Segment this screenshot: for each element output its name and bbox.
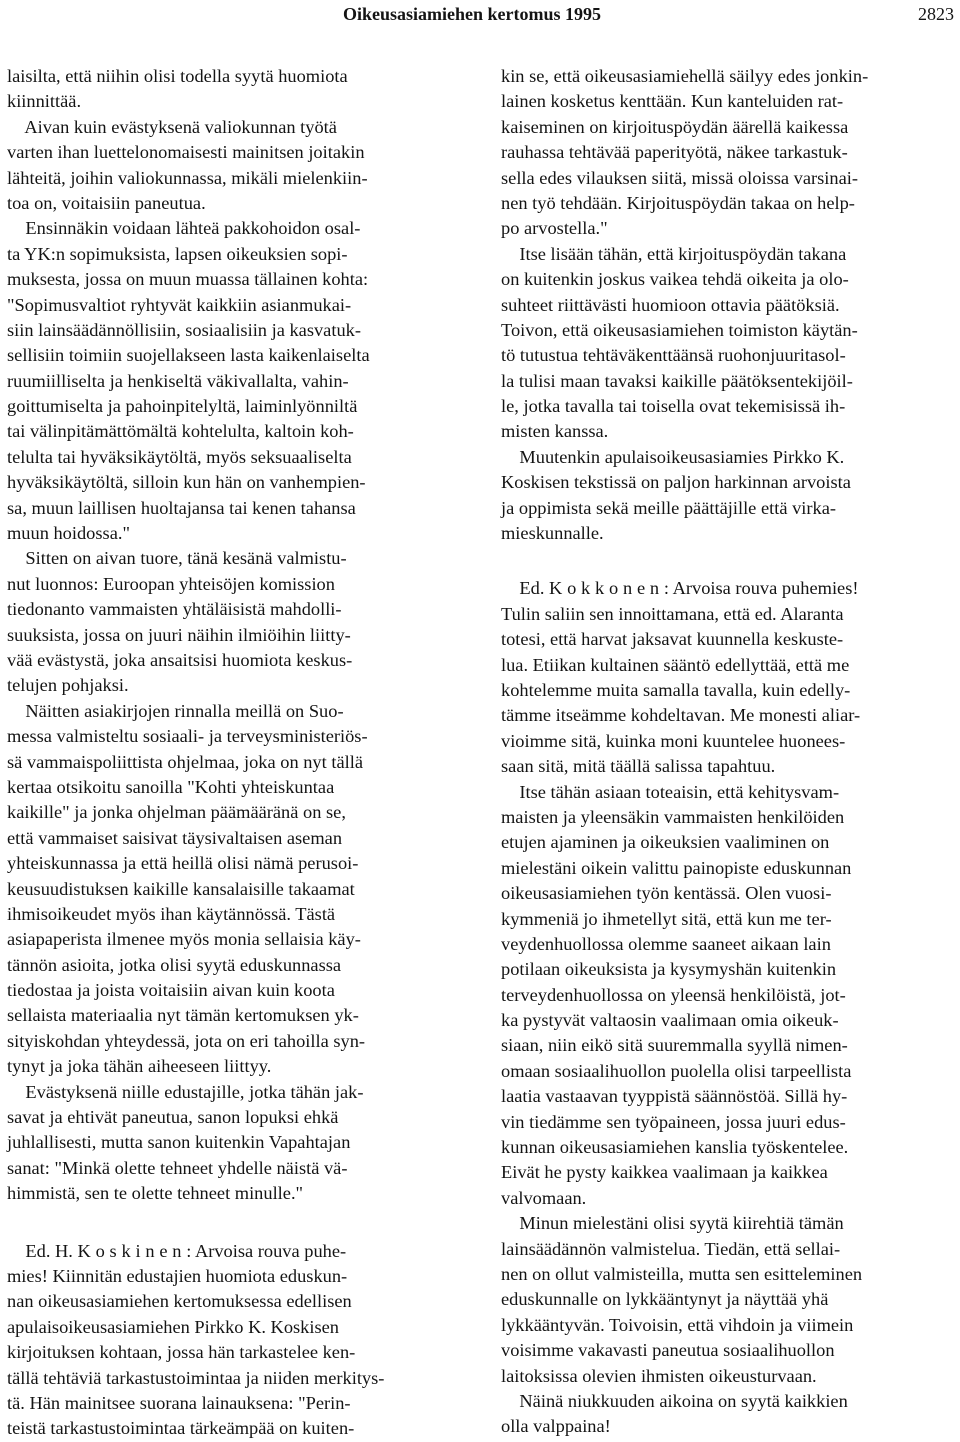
text-line: ihmisoikeudet myös ihan käytännössä. Tästä (7, 903, 336, 924)
text-line: goittumiselta ja pahoinpitelyltä, laiminlyönniltä (7, 396, 358, 417)
text-line: tämme itseämme kohdeltavan. Me monesti aliar- (501, 705, 861, 726)
text-line: teistä tarkastustoimintaa tärkeämpää on kuiten- (7, 1418, 355, 1439)
text-line: veydenhuollossa olemme saaneet aikaan lain (501, 933, 831, 954)
text-line: sityiskohdan yhteydessä, jota on eri tahoilla syn- (7, 1030, 366, 1051)
text-line: yhteiskunnassa ja että heillä olisi nämä perusoi- (7, 853, 359, 874)
text-line: Itse lisään tähän, että kirjoituspöydän takana (501, 243, 847, 264)
text-line: etujen ajaminen ja oikeuksien vaaliminen on (501, 832, 830, 853)
paragraph-gap (7, 1207, 467, 1239)
text-line: lähteitä, joihin valiokunnassa, mikäli mielenkiin- (7, 167, 368, 188)
text-line: Aivan kuin evästyksenä valiokunnan työtä (7, 116, 337, 137)
text-line: kin se, että oikeusasiamiehellä säilyy edes jonkin- (501, 66, 869, 86)
text-line: toa on, voitaisiin paneutua. (7, 192, 206, 213)
page-number: 2823 (918, 4, 954, 24)
text-line: laisilta, että niihin olisi todella syytä huomiota (7, 66, 348, 86)
page-header (0, 4, 960, 28)
text-line: tiedostaa ja joista voitaisiin aivan kuin koota (7, 980, 335, 1001)
text-line: lua. Etiikan kultainen sääntö edellyttää, että me (501, 654, 850, 675)
text-line: tynyt ja joka tähän aiheeseen liittyy. (7, 1056, 272, 1077)
text-line: misten kanssa. (501, 421, 609, 442)
text-line: tö tutustua tehtäväkenttäänsä ruohonjuuritasol- (501, 345, 846, 366)
text-line: suhteet riittävästi huomioon ottavia päätöksiä. (501, 294, 840, 315)
text-line: siin lainsäädännöllisiin, sosiaalisiin ja kasvatuk- (7, 319, 361, 340)
text-line: mielestäni oikein valittu painopiste eduskunnan (501, 857, 852, 878)
speaker-name: Koskinen (77, 1240, 187, 1261)
text-line: voisimme vakavasti paneutua sosiaalihuollon (501, 1340, 835, 1361)
speaker-line (7, 1239, 467, 1264)
text-line: sellisiin toimiin suojellakseen lasta kaikenlaiselta (7, 345, 370, 366)
text-line: on kuitenkin joskus vaikea tehdä oikeita ja olo- (501, 269, 849, 290)
text-line: vää evästystä, joka ansaitsisi huomiota keskus- (7, 649, 353, 670)
text-line: Toivon, että oikeusasiamiehen toimiston käytän- (501, 319, 858, 340)
text-line: sella edes vilauksen siitä, missä oloissa varsinai- (501, 167, 859, 188)
text-line: nen työ tehdään. Kirjoituspöydän takaa on help- (501, 192, 855, 213)
text-line: Eivät he pysty kaikkea vaalimaan ja kaikkea (501, 1162, 828, 1183)
speaker-name: Kokkonen (549, 578, 664, 599)
text-line: tännön asioita, jotka olisi syytä eduskunnassa (7, 954, 342, 975)
text-line: mies! Kiinnitän edustajien huomiota eduskun- (7, 1265, 348, 1286)
text-line: Sitten on aivan tuore, tänä kesänä valmistu- (7, 548, 347, 569)
text-line: le, jotka tavalla tai toisella ovat tekemisissä ih- (501, 396, 846, 417)
text-line: tai välinpitämättömältä kohtelulta, kaltoin koh- (7, 421, 354, 442)
text-line: Evästyksenä niille edustajille, jotka tähän jak- (7, 1081, 364, 1102)
text-line: Ensinnäkin voidaan lähteä pakkohoidon osal- (7, 218, 361, 239)
text-line: Minun mielestäni olisi syytä kiirehtiä tämän (501, 1213, 844, 1234)
text-line: sa, muun laillisen huoltajansa tai kenen tahansa (7, 497, 356, 518)
text-line: Näitten asiakirjojen rinnalla meillä on Suo- (7, 700, 344, 721)
text-line: terveydenhuollossa on yleensä henkilöistä, jot- (501, 984, 846, 1005)
text-line: tiedonanto vammaisten yhtäläisistä mahdolli- (7, 599, 342, 620)
text-line: muun hoidossa." (7, 523, 130, 544)
text-line: vin tiedämme sen työpaineen, jossa juuri edus- (501, 1111, 846, 1132)
text-line: apulaisoikeusasiamiehen Pirkko K. Koskisen (7, 1316, 340, 1337)
text-line: oikeusasiamiehen työn kentässä. Olen vuosi- (501, 883, 832, 904)
text-line: nan oikeusasiamiehen kertomuksessa edellisen (7, 1291, 352, 1312)
text-line: että vammaiset saisivat täysivaltaisen aseman (7, 827, 343, 848)
text-line: rauhassa tehtävää paperityötä, näkee tarkastuk- (501, 142, 848, 163)
text-line: messa valmisteltu sosiaali- ja terveysministeriös- (7, 726, 368, 747)
speaker-prefix: Ed. (501, 578, 550, 599)
text-line: savat ja ehtivät paneutua, sanon lopuksi ehkä (7, 1107, 339, 1128)
text-line: Näinä niukkuuden aikoina on syytä kaikkien (501, 1390, 848, 1411)
text-line: nut luonnos: Euroopan yhteisöjen komission (7, 573, 335, 594)
text-line: ruumiilliselta ja henkiseltä väkivallalta, vahin- (7, 370, 349, 391)
text-line: "Sopimusvaltiot ryhtyvät kaikkiin asianmukai- (7, 294, 352, 315)
text-line: varten ihan luettelonomaisesti mainitsen joitakin (7, 142, 365, 163)
text-line: olla valppaina! (501, 1416, 611, 1437)
text-line: sä vammaispoliittista ohjelmaa, joka on nyt tällä (7, 751, 363, 772)
text-line: telujen pohjaksi. (7, 675, 129, 696)
text-line: lainen kosketus kenttään. Kun kanteluiden rat- (501, 91, 844, 112)
text-line: kirjoituksen kohtaan, jossa hän tarkastelee ken- (7, 1342, 356, 1363)
text-line: mieskunnalle. (501, 523, 604, 544)
text-line: vioimme sitä, kuinka moni kuuntelee huonees- (501, 730, 846, 751)
text-line: kaikille" ja jonka ohjelman päämääränä on se, (7, 802, 346, 823)
speaker-line-rest: : Arvoisa rouva puhemies! (663, 578, 859, 599)
text-line: kohtelemme muita samalla tavalla, kuin edelly- (501, 679, 851, 700)
text-line: suuksista, jossa on juuri näihin ilmiöihin liitty- (7, 624, 351, 645)
text-line: lainsäädännön valmistelua. Tiedän, että sellai- (501, 1238, 841, 1259)
text-line: maisten ja yleensäkin vammaisten henkilöiden (501, 806, 845, 827)
text-line: ta YK:n sopimuksista, lapsen oikeuksien sopi- (7, 243, 348, 264)
text-line: hyväksikäytöltä, silloin kun hän on vanhempien- (7, 472, 366, 493)
text-line: po arvostella." (501, 218, 608, 239)
text-line: laitoksissa olevien ihmisten oikeusturvaan. (501, 1365, 817, 1386)
text-line: Itse tähän asiaan toteaisin, että kehitysvam- (501, 781, 840, 802)
text-line: laatia vastaavan tyyppistä säännöstöä. Sillä hy- (501, 1086, 848, 1107)
text-line: totesi, että harvat jaksavat kuunnella keskuste- (501, 629, 844, 650)
text-line: kaiseminen on kirjoituspöydän äärellä kaikessa (501, 116, 849, 137)
text-line: ja oppimista sekä meille päättäjille että virka- (501, 497, 836, 518)
text-line: omaan sosiaalihuollon puolella olisi tarpeellista (501, 1060, 852, 1081)
right-column (501, 64, 956, 1440)
text-line: kiinnittää. (7, 91, 82, 112)
speaker-prefix: Ed. H. (7, 1240, 78, 1261)
text-line: eduskunnalle on lykkääntynyt ja näyttää yhä (501, 1289, 829, 1310)
text-line: la tulisi maan tavaksi kaikille päätöksentekijöil- (501, 370, 853, 391)
text-line: Koskisen tekstissä on paljon harkinnan arvoista (501, 472, 851, 493)
text-line: nen on ollut valmisteilla, mutta sen esitteleminen (501, 1263, 863, 1284)
text-line: tällä tehtäviä tarkastustoimintaa ja niiden merkitys- (7, 1367, 385, 1388)
text-line: potilaan oikeuksista ja kysymyshän kuitenkin (501, 959, 837, 980)
text-line: telulta tai hyväksikäytöltä, myös seksuaaliselta (7, 446, 352, 467)
paragraph-gap (501, 546, 956, 576)
text-line: lykkääntyvän. Toivoisin, että vihdoin ja viimein (501, 1314, 854, 1335)
text-line: himmistä, sen te olette tehneet minulle." (7, 1183, 304, 1204)
left-column (7, 64, 467, 1442)
text-line: tä. Hän mainitsee suorana lainauksena: "Perin- (7, 1392, 351, 1413)
text-line: valvomaan. (501, 1187, 587, 1208)
text-line: asiapaperista ilmenee myös monia sellaisia käy- (7, 929, 361, 950)
text-line: kertaa otsikoitu sanoilla "Kohti yhteiskuntaa (7, 776, 335, 797)
text-line: keusuudistuksen kaikille kansalaisille takaamat (7, 878, 355, 899)
text-line: ka pystyvät valtaosin vaalimaan omia oikeuk- (501, 1010, 839, 1031)
text-line: Tulin saliin sen innoittamana, että ed. Alaranta (501, 603, 844, 624)
text-line: kunnan oikeusasiamiehen kanslia työskentelee. (501, 1137, 849, 1158)
text-line: juhlallisesti, mutta sanon kuitenkin Vapahtajan (7, 1132, 351, 1153)
text-line: muksesta, jossa on muun muassa tällainen kohta: (7, 269, 369, 290)
text-line: sellaista materiaalia nyt tämän kertomuksen yk- (7, 1005, 359, 1026)
speaker-line-rest: : Arvoisa rouva puhe- (186, 1240, 347, 1261)
text-line: siaan, niin eikö sitä suuremmalla syyllä nimen- (501, 1035, 848, 1056)
text-line: sanat: "Minkä olette tehneet yhdelle näistä vä- (7, 1157, 348, 1178)
text-line: saan sitä, mitä täällä salissa tapahtuu. (501, 756, 776, 777)
running-title: Oikeusasiamiehen kertomus 1995 (343, 4, 602, 24)
text-line: Muutenkin apulaisoikeusasiamies Pirkko K. (501, 446, 845, 467)
text-line: kymmeniä jo ihmetellyt sitä, että kun me ter- (501, 908, 832, 929)
speaker-line (501, 576, 956, 601)
